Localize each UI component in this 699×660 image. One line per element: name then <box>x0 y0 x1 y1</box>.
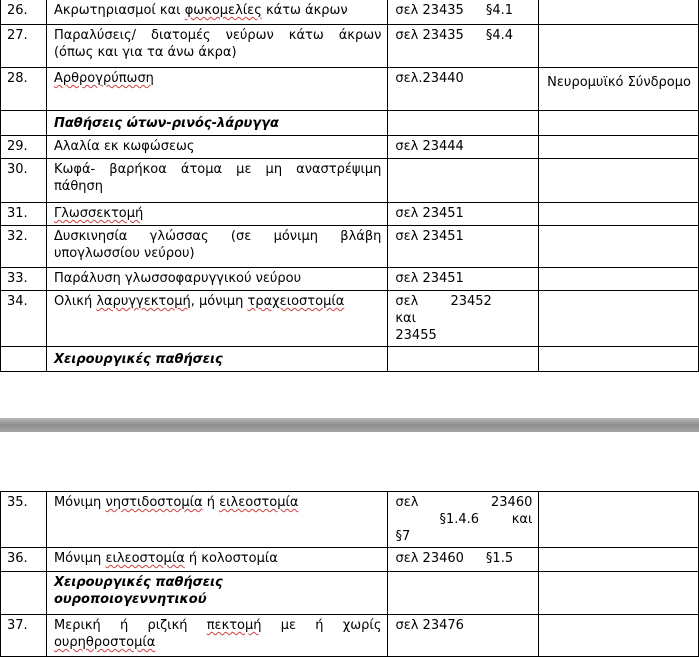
row-note <box>539 203 699 226</box>
row-description: Δυσκινησία γλώσσας (σε μόνιμη βλάβη υπογλωσσίου νεύρου) <box>46 226 387 268</box>
section-heading-row <box>1 347 699 372</box>
row-reference: σελ 23452 και 23455 <box>388 291 539 347</box>
row-note <box>539 226 699 268</box>
row-note <box>539 268 699 291</box>
row-reference: σελ 23451 <box>388 203 539 226</box>
table-row <box>1 226 699 268</box>
row-number: 34. <box>1 291 47 347</box>
row-number: 36. <box>1 548 47 572</box>
row-note: Νευρομυϊκό Σύνδρομο <box>539 68 699 111</box>
row-description: Γλωσσεκτομή <box>46 203 387 226</box>
section-heading: Χειρουργικές παθήσεις ουροποιογεννητικού <box>46 572 388 615</box>
row-number: 33. <box>1 268 47 291</box>
table-row <box>1 268 699 291</box>
row-number: 35. <box>1 492 47 548</box>
table-row <box>1 203 699 226</box>
row-description: Αλαλία εκ κωφώσεως <box>46 136 387 159</box>
row-note <box>539 0 699 25</box>
row-description: Ολική λαρυγγεκτομή, μόνιμη τραχειοστομία <box>46 291 387 347</box>
row-description: Μερική ή ριζική πεκτομή με ή χωρίς ουρηθροστομία <box>46 615 388 657</box>
row-description: Μόνιμη νηστιδοστομία ή ειλεοστομία <box>46 492 388 548</box>
section-heading-row <box>1 111 699 136</box>
table-row <box>1 291 699 347</box>
table-row <box>1 25 699 68</box>
row-number: 32. <box>1 226 47 268</box>
table-row <box>1 0 699 25</box>
section-heading-row <box>1 572 699 615</box>
row-description: Κωφά- βαρήκοα άτομα με μη αναστρέψιμη πάθηση <box>46 159 387 203</box>
row-description: Παραλύσεις/ διατομές νεύρων κάτω άκρων (όπως και για τα άνω άκρα) <box>46 25 387 68</box>
row-note <box>539 548 699 572</box>
section-heading: Παθήσεις ώτων-ρινός-λάρυγγα <box>46 111 387 136</box>
row-note <box>539 291 699 347</box>
row-number: 28. <box>1 68 47 111</box>
page-2-table <box>0 491 699 657</box>
row-note <box>539 136 699 159</box>
table-row <box>1 548 699 572</box>
row-reference: σελ 23451 <box>388 268 539 291</box>
page-break-gap <box>0 418 699 432</box>
row-note <box>539 492 699 548</box>
row-note <box>539 615 699 657</box>
table-row <box>1 615 699 657</box>
row-reference: σελ 23435 §4.4 <box>388 25 539 68</box>
row-description: Μόνιμη ειλεοστομία ή κολοστομία <box>46 548 388 572</box>
row-number: 37. <box>1 615 47 657</box>
table-row <box>1 68 699 111</box>
row-reference: σελ 23435 §4.1 <box>388 0 539 25</box>
row-reference: σελ 23476 <box>388 615 539 657</box>
row-note <box>539 25 699 68</box>
row-reference: σελ 23444 <box>388 136 539 159</box>
row-description: Παράλυση γλωσσοφαρυγγικού νεύρου <box>46 268 387 291</box>
row-reference <box>388 159 539 203</box>
table-row <box>1 136 699 159</box>
row-reference: σελ 23451 <box>388 226 539 268</box>
table-row <box>1 159 699 203</box>
table-row <box>1 492 699 548</box>
row-note <box>539 159 699 203</box>
row-number: 26. <box>1 0 47 25</box>
row-reference: σελ 23460 §1.5 <box>388 548 539 572</box>
row-description: Αρθρογρύπωση <box>46 68 387 111</box>
section-heading: Χειρουργικές παθήσεις <box>46 347 387 372</box>
row-reference: σελ.23440 <box>388 68 539 111</box>
row-number: 27. <box>1 25 47 68</box>
row-description: Ακρωτηριασμοί και φωκομελίες κάτω άκρων <box>46 0 387 25</box>
row-number: 31. <box>1 203 47 226</box>
row-number: 30. <box>1 159 47 203</box>
row-reference: σελ 23460 §1.4.6 και §7 <box>388 492 539 548</box>
row-number: 29. <box>1 136 47 159</box>
